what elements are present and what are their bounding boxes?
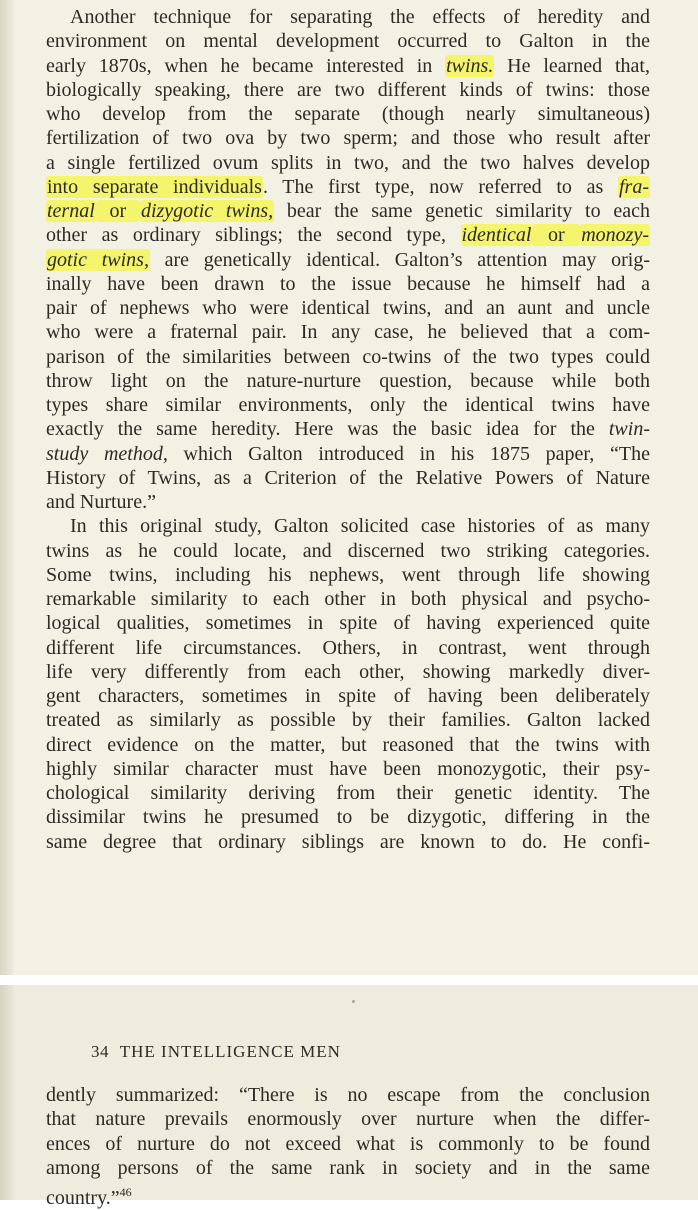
text-line [46, 466, 650, 490]
text-line [46, 102, 650, 126]
text-segment: treated as similarly as possible by their families. Galton lacked [46, 709, 650, 732]
text-segment: fertilization of two ova by two sperm; and those who result after [46, 127, 650, 150]
text-line [70, 514, 650, 538]
text-line [46, 1132, 650, 1156]
highlighted-text: or [533, 224, 580, 247]
text-line [46, 29, 650, 53]
text-line [46, 563, 650, 587]
text-line [46, 223, 650, 247]
highlighted-text: identical [461, 224, 532, 247]
text-segment: that nature prevails enormously over nurture when the differ- [46, 1108, 650, 1131]
text-line [70, 5, 650, 29]
text-segment: ences of nurture do not exceed what is commonly to be found [46, 1132, 650, 1155]
text-segment: dissimilar twins he presumed to be dizygotic, differing in the [46, 806, 650, 829]
text-segment: logical qualities, sometimes in spite of having experienced quite [46, 612, 650, 635]
text-line [46, 272, 650, 296]
text-line [46, 611, 650, 635]
text-segment: among persons of the same rank in society and in the same [46, 1156, 650, 1179]
text-segment: dently summarized: “There is no escape from the conclusion [46, 1084, 650, 1106]
text-line [46, 490, 650, 514]
text-line [46, 442, 650, 466]
text-segment: different life circumstances. Others, in contrast, went through [46, 636, 650, 659]
text-line [46, 636, 650, 660]
text-segment: throw light on the nature-nurture question, because while both [46, 369, 650, 392]
text-line [46, 248, 650, 272]
page-edge-shadow [0, 985, 14, 1200]
text-segment: who were a fraternal pair. In any case, he believed that a com- [46, 321, 650, 344]
text-line [46, 393, 650, 417]
text-line [46, 1156, 650, 1180]
text-segment: remarkable similarity to each other in both physical and psycho- [46, 588, 650, 610]
text-segment: twin- [608, 418, 650, 441]
text-line [46, 1180, 650, 1210]
text-segment: inally have been drawn to the issue because he himself had a [46, 272, 650, 295]
text-segment: direct evidence on the matter, but reasoned that the twins with [46, 733, 650, 756]
text-segment: which Galton introduced in his 1875 paper, “The [167, 442, 650, 465]
highlighted-text: dizygotic twins, [140, 200, 274, 222]
highlighted-text: monozy- [581, 224, 649, 247]
text-segment: bear the same genetic similarity to each [274, 200, 650, 222]
highlighted-text: ternal [47, 200, 95, 222]
text-segment: life very differently from each other, showing markedly diver- [46, 660, 650, 683]
text-line [46, 199, 650, 223]
text-line [46, 78, 650, 102]
text-segment: 46 [119, 1185, 132, 1200]
highlighted-text: fra- [619, 175, 649, 198]
text-line [46, 54, 650, 78]
page-number: 34 [91, 1042, 109, 1061]
text-segment: Some twins, including his nephews, went through life showing [46, 563, 650, 586]
page-edge-shadow [0, 0, 14, 975]
text-segment: study method, [46, 442, 168, 465]
text-segment: In this original study, Galton solicited case histories of as many [70, 515, 650, 538]
text-segment: exactly the same heredity. Here was the basic idea for the [46, 418, 609, 441]
text-segment: who develop from the separate (though nearly simultaneous) [46, 103, 650, 125]
text-line [46, 345, 650, 369]
text-segment: gent characters, sometimes in spite of having been deliberately [46, 685, 650, 707]
text-segment: History of Twins, as a Criterion of the Relative Powers of Nature [46, 466, 650, 489]
text-segment: early 1870s, when he became interested in [46, 54, 446, 77]
text-line [46, 684, 650, 708]
text-segment: types share similar environments, only the identical twins have [46, 394, 650, 416]
text-line [46, 1083, 650, 1107]
text-line [46, 781, 650, 805]
text-segment: pair of nephews who were identical twins, and an aunt and uncle [46, 297, 650, 319]
text-segment: Another technique for separating the effects of heredity and [70, 6, 650, 28]
text-segment: . The first type, now referred to as [262, 175, 618, 198]
text-segment: biologically speaking, there are two different kinds of twins: those [46, 78, 650, 101]
text-segment: same degree that ordinary siblings are known to do. He confi- [46, 830, 650, 853]
running-title: THE INTELLIGENCE MEN [119, 1042, 341, 1061]
highlighted-text: into separate individuals [47, 175, 262, 198]
text-line [46, 539, 650, 563]
text-segment: and Nurture.” [46, 491, 156, 513]
text-segment: highly similar character must have been monozygotic, their psy- [46, 757, 650, 780]
text-line [46, 126, 650, 150]
text-segment: country.” [46, 1187, 120, 1210]
text-line [46, 175, 650, 199]
text-line [46, 660, 650, 684]
highlighted-text: twins. [446, 54, 494, 77]
text-line [46, 369, 650, 393]
text-line [46, 733, 650, 757]
text-segment: chological similarity deriving from their genetic identity. The [46, 782, 650, 804]
text-segment: He learned that, [494, 54, 650, 77]
text-line [46, 587, 650, 611]
text-line [46, 151, 650, 175]
text-line [46, 830, 650, 854]
text-line [46, 757, 650, 781]
text-segment: parison of the similarities between co-twins of the two types could [46, 345, 650, 368]
text-line [46, 417, 650, 441]
page-gap [0, 975, 698, 985]
text-line [46, 708, 650, 732]
text-segment: other as ordinary siblings; the second type, [46, 224, 461, 247]
highlighted-text: gotic twins, [47, 248, 149, 271]
highlighted-text: or [96, 200, 139, 222]
text-segment: environment on mental development occurred to Galton in the [46, 30, 650, 53]
running-head [91, 1041, 341, 1063]
text-line [46, 805, 650, 829]
text-line [46, 296, 650, 320]
text-segment: are genetically identical. Galton’s attention may orig- [149, 248, 650, 271]
text-segment: twins as he could locate, and discerned two striking categories. [46, 539, 650, 562]
text-segment: a single fertilized ovum splits in two, and the two halves develop [46, 151, 650, 174]
paper-speck [352, 1000, 355, 1003]
text-line [46, 1107, 650, 1131]
text-line [46, 320, 650, 344]
